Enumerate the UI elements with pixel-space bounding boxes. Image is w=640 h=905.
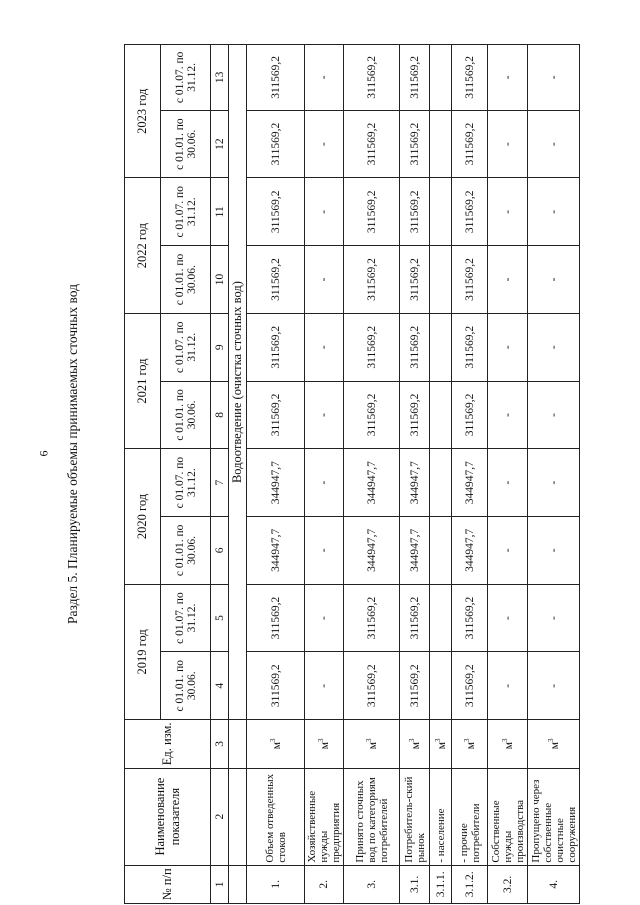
value-cell: 311569,2 xyxy=(400,246,430,314)
unit-exponent: 3 xyxy=(462,738,471,742)
unit-symbol: м xyxy=(270,741,283,750)
value-cell: 311569,2 xyxy=(452,178,488,246)
value-cell: - xyxy=(488,178,528,246)
unit-cell xyxy=(528,720,580,769)
value-cell: - xyxy=(305,449,344,517)
value-cell xyxy=(430,516,452,584)
indicator-name: - прочие потребители xyxy=(452,768,488,865)
col-number: 6 xyxy=(211,516,229,584)
unit-exponent: 3 xyxy=(317,738,326,742)
unit-cell xyxy=(247,720,305,769)
value-cell: 311569,2 xyxy=(452,313,488,381)
indicator-name: - население xyxy=(430,768,452,865)
header-year-2020: 2020 год xyxy=(125,449,161,584)
header-half1: с 01.01. по 30.06. xyxy=(161,110,211,178)
value-cell: - xyxy=(528,313,580,381)
table-row xyxy=(430,45,452,904)
value-cell: - xyxy=(488,516,528,584)
value-cell: - xyxy=(528,45,580,111)
unit-exponent: 3 xyxy=(407,738,416,742)
col-number: 2 xyxy=(211,768,229,865)
value-cell: 311569,2 xyxy=(344,246,400,314)
value-cell xyxy=(430,178,452,246)
value-cell: 311569,2 xyxy=(247,45,305,111)
header-year-2021: 2021 год xyxy=(125,313,161,448)
section-heading-row: Водоотведение (очистка сточных вод) xyxy=(229,45,247,720)
wastewater-volumes-table xyxy=(124,44,580,904)
value-cell: 311569,2 xyxy=(452,652,488,720)
page-number: 6 xyxy=(36,450,51,457)
value-cell: - xyxy=(305,313,344,381)
unit-cell xyxy=(400,720,430,769)
value-cell: 311569,2 xyxy=(247,178,305,246)
value-cell: - xyxy=(488,381,528,449)
indicator-name: Принято сточных вод по категориям потребителей xyxy=(344,768,400,865)
value-cell: 344947,7 xyxy=(452,449,488,517)
value-cell: - xyxy=(305,45,344,111)
header-half2: с 01.07. по 31.12. xyxy=(161,313,211,381)
value-cell: 311569,2 xyxy=(247,313,305,381)
header-half2: с 01.07. по 31.12. xyxy=(161,45,211,111)
unit-symbol: м xyxy=(464,741,477,750)
value-cell: 311569,2 xyxy=(344,313,400,381)
value-cell: - xyxy=(488,246,528,314)
value-cell: - xyxy=(305,110,344,178)
indicator-name: Собственные нужды производства xyxy=(488,768,528,865)
header-half2: с 01.07. по 31.12. xyxy=(161,584,211,652)
value-cell: - xyxy=(488,584,528,652)
row-number: 3.2. xyxy=(488,865,528,903)
unit-cell xyxy=(305,720,344,769)
col-number: 9 xyxy=(211,313,229,381)
value-cell xyxy=(430,381,452,449)
value-cell: 311569,2 xyxy=(400,381,430,449)
col-number: 11 xyxy=(211,178,229,246)
value-cell: - xyxy=(305,516,344,584)
col-number: 13 xyxy=(211,45,229,111)
value-cell: - xyxy=(305,246,344,314)
unit-symbol: м xyxy=(502,741,515,750)
header-year-2023: 2023 год xyxy=(125,45,161,178)
table-row xyxy=(528,45,580,904)
unit-symbol: м xyxy=(435,741,448,750)
value-cell xyxy=(430,584,452,652)
row-number: 1. xyxy=(247,865,305,903)
value-cell: - xyxy=(528,110,580,178)
row-number: 3.1. xyxy=(400,865,430,903)
unit-exponent: 3 xyxy=(500,738,509,742)
value-cell: - xyxy=(305,178,344,246)
row-number: 4. xyxy=(528,865,580,903)
value-cell: - xyxy=(528,652,580,720)
value-cell: 311569,2 xyxy=(400,110,430,178)
unit-cell xyxy=(452,720,488,769)
value-cell: - xyxy=(488,449,528,517)
indicator-name: Объем отведенных стоков xyxy=(247,768,305,865)
value-cell: 311569,2 xyxy=(452,584,488,652)
unit-exponent: 3 xyxy=(546,738,555,742)
value-cell: 311569,2 xyxy=(452,246,488,314)
value-cell: - xyxy=(528,246,580,314)
value-cell: 311569,2 xyxy=(344,652,400,720)
table-row xyxy=(247,45,305,904)
value-cell: 344947,7 xyxy=(344,449,400,517)
header-half2: с 01.07. по 31.12. xyxy=(161,449,211,517)
value-cell: 311569,2 xyxy=(400,584,430,652)
header-name: Наименование показателя xyxy=(125,768,211,865)
col-number: 4 xyxy=(211,652,229,720)
indicator-name: Хозяйственные нужды предприятия xyxy=(305,768,344,865)
table-body xyxy=(247,45,580,904)
value-cell xyxy=(430,246,452,314)
value-cell: 311569,2 xyxy=(400,45,430,111)
table-row xyxy=(452,45,488,904)
value-cell: 311569,2 xyxy=(344,381,400,449)
unit-cell xyxy=(430,720,452,769)
value-cell: 311569,2 xyxy=(452,110,488,178)
value-cell: - xyxy=(488,110,528,178)
indicator-name: Пропущено через собственные очистные сооружения xyxy=(528,768,580,865)
header-half1: с 01.01. по 30.06. xyxy=(161,652,211,720)
value-cell: 311569,2 xyxy=(344,110,400,178)
value-cell: 311569,2 xyxy=(400,652,430,720)
value-cell: - xyxy=(488,313,528,381)
value-cell: - xyxy=(305,652,344,720)
value-cell xyxy=(430,110,452,178)
row-number: 2. xyxy=(305,865,344,903)
col-number: 10 xyxy=(211,246,229,314)
col-number: 8 xyxy=(211,381,229,449)
col-number: 12 xyxy=(211,110,229,178)
value-cell: - xyxy=(305,381,344,449)
value-cell: 311569,2 xyxy=(400,178,430,246)
col-number: 7 xyxy=(211,449,229,517)
table-row xyxy=(488,45,528,904)
col-number: 5 xyxy=(211,584,229,652)
value-cell xyxy=(430,45,452,111)
value-cell: 344947,7 xyxy=(247,516,305,584)
header-unit: Ед. изм. xyxy=(125,720,211,769)
header-num: № п/п xyxy=(125,865,211,903)
value-cell: 311569,2 xyxy=(247,381,305,449)
rotated-table-container xyxy=(124,44,594,904)
value-cell: - xyxy=(528,449,580,517)
value-cell xyxy=(430,449,452,517)
header-year-2022: 2022 год xyxy=(125,178,161,313)
value-cell: 311569,2 xyxy=(247,110,305,178)
column-number-row xyxy=(211,45,229,904)
value-cell: 311569,2 xyxy=(247,584,305,652)
value-cell: 344947,7 xyxy=(452,516,488,584)
value-cell: - xyxy=(528,178,580,246)
value-cell: - xyxy=(528,584,580,652)
value-cell: - xyxy=(488,45,528,111)
value-cell xyxy=(430,652,452,720)
header-half1: с 01.01. по 30.06. xyxy=(161,516,211,584)
table-row xyxy=(305,45,344,904)
unit-symbol: м xyxy=(548,741,561,750)
header-half2: с 01.07. по 31.12. xyxy=(161,178,211,246)
value-cell: 311569,2 xyxy=(247,246,305,314)
value-cell: 311569,2 xyxy=(344,178,400,246)
unit-exponent: 3 xyxy=(433,738,442,742)
unit-cell xyxy=(344,720,400,769)
unit-symbol: м xyxy=(366,741,379,750)
row-number: 3.1.2. xyxy=(452,865,488,903)
value-cell: - xyxy=(528,381,580,449)
col-number: 3 xyxy=(211,720,229,769)
value-cell: 311569,2 xyxy=(400,313,430,381)
value-cell: 311569,2 xyxy=(247,652,305,720)
value-cell: - xyxy=(528,516,580,584)
col-number: 1 xyxy=(211,865,229,903)
table-row xyxy=(400,45,430,904)
value-cell xyxy=(430,313,452,381)
unit-symbol: м xyxy=(409,741,422,750)
value-cell: - xyxy=(488,652,528,720)
unit-exponent: 3 xyxy=(268,738,277,742)
value-cell: 311569,2 xyxy=(452,381,488,449)
header-half1: с 01.01. по 30.06. xyxy=(161,381,211,449)
header-half1: с 01.01. по 30.06. xyxy=(161,246,211,314)
unit-cell xyxy=(488,720,528,769)
value-cell: - xyxy=(305,584,344,652)
section-title: Раздел 5. Планируемые объемы принимаемых сточных вод xyxy=(65,284,80,625)
header-year-2019: 2019 год xyxy=(125,584,161,719)
unit-exponent: 3 xyxy=(364,738,373,742)
unit-symbol: м xyxy=(318,741,331,750)
value-cell: 344947,7 xyxy=(344,516,400,584)
value-cell: 344947,7 xyxy=(400,516,430,584)
value-cell: 344947,7 xyxy=(247,449,305,517)
value-cell: 344947,7 xyxy=(400,449,430,517)
value-cell: 311569,2 xyxy=(452,45,488,111)
row-number: 3.1.1. xyxy=(430,865,452,903)
table-row xyxy=(344,45,400,904)
value-cell: 311569,2 xyxy=(344,45,400,111)
row-number: 3. xyxy=(344,865,400,903)
indicator-name: Потребитель-ский рынок xyxy=(400,768,430,865)
value-cell: 311569,2 xyxy=(344,584,400,652)
